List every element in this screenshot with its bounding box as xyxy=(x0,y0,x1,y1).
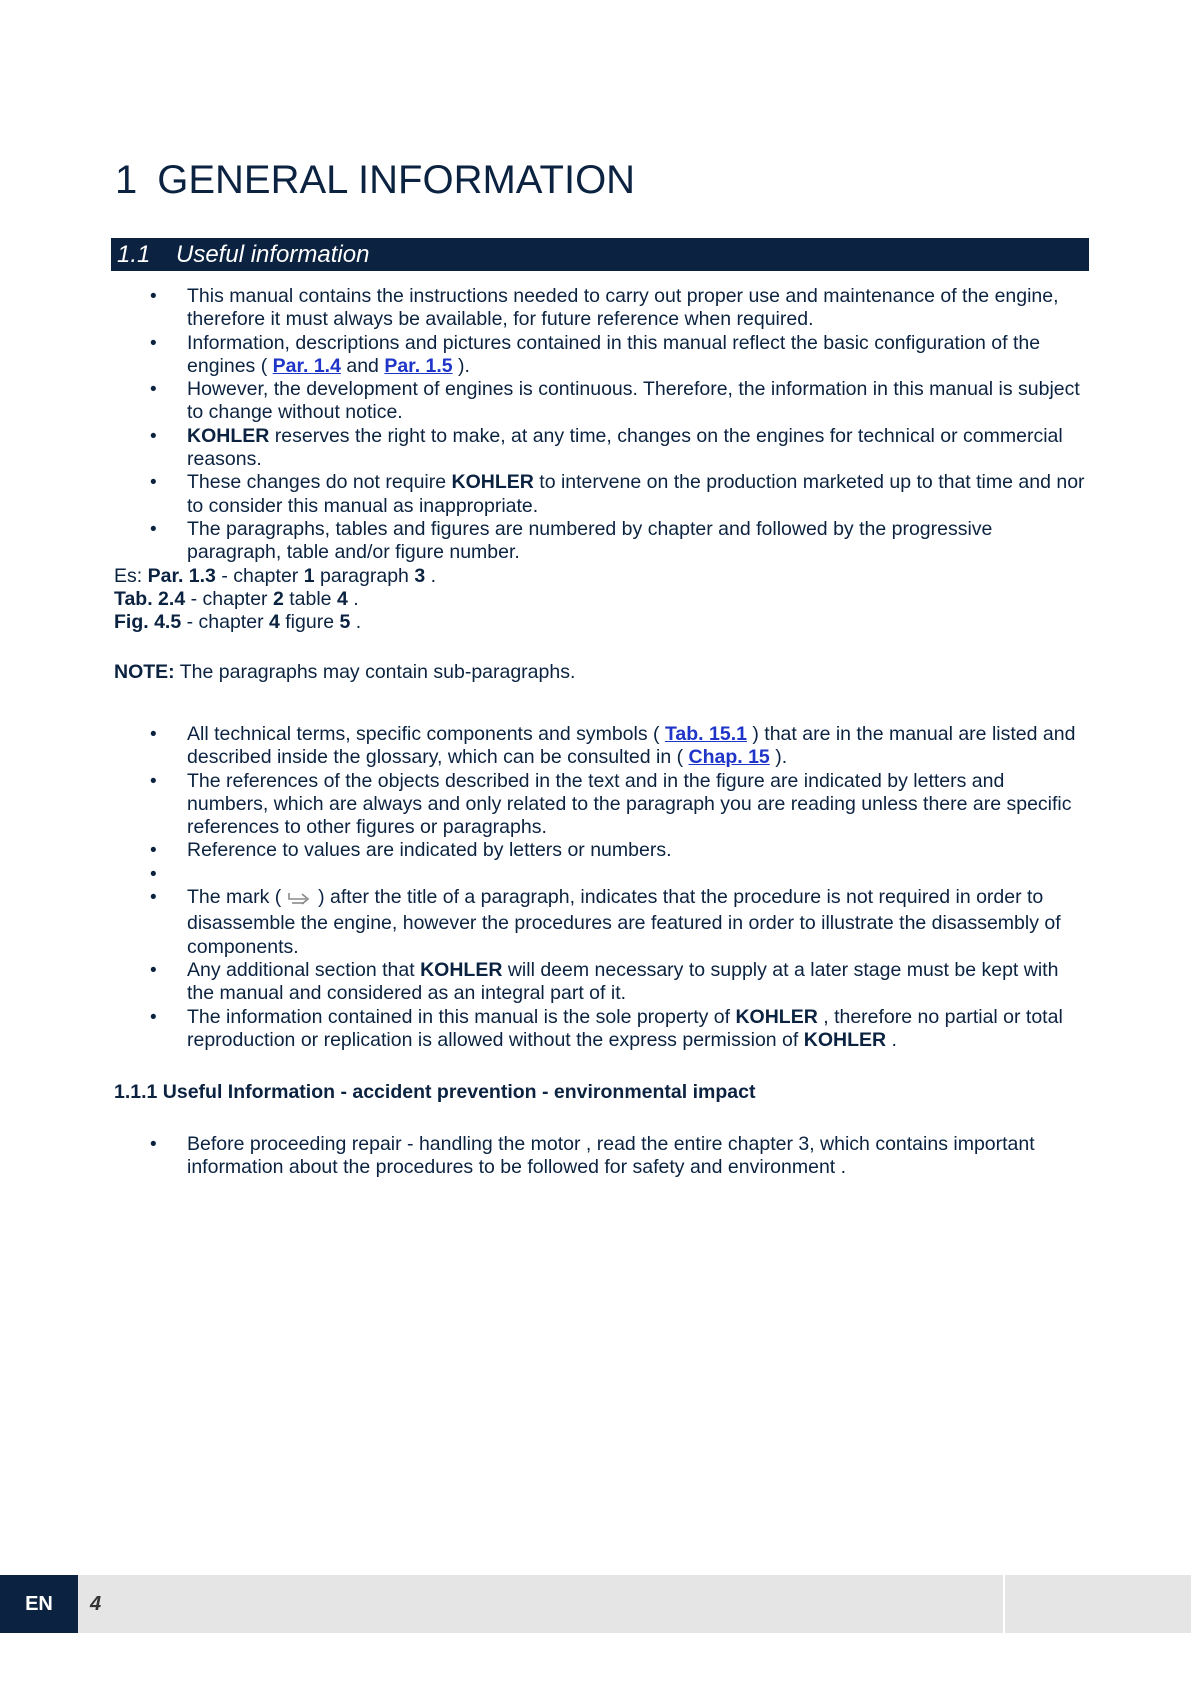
intro-bullet-list xyxy=(114,285,1089,565)
example-text: - chapter xyxy=(185,587,273,610)
list-item xyxy=(114,723,1089,770)
example-text: . xyxy=(347,587,359,610)
link-par-1-4[interactable]: Par. 1.4 xyxy=(272,354,341,377)
section-number: 1.1 xyxy=(117,241,151,268)
example-number: 4 xyxy=(336,587,348,610)
list-item xyxy=(114,959,1089,1006)
list-item xyxy=(114,886,1089,959)
list-item-text: However, the development of engines is continuous. Therefore, the information in this manual is subject to change without notice. xyxy=(187,378,1080,424)
example-prefix: Es: xyxy=(114,564,148,587)
list-item-text: The mark ( xyxy=(187,886,287,909)
chapter-title-text: GENERAL INFORMATION xyxy=(157,158,636,202)
note-text: The paragraphs may contain sub-paragraphs. xyxy=(174,661,576,684)
example-text: - chapter xyxy=(181,611,269,634)
example-text: . xyxy=(350,611,362,634)
list-item xyxy=(114,770,1089,840)
link-tab-15-1[interactable]: Tab. 15.1 xyxy=(664,723,747,745)
list-item xyxy=(114,378,1089,425)
example-text: paragraph xyxy=(314,564,415,587)
example-number: 4 xyxy=(268,611,280,634)
list-item-text: ) after the title of a paragraph, indicates that the procedure is not required in order to disassemble the engine, however the procedures are featured in order to illustrate the disassembly of components. xyxy=(187,886,1061,958)
chapter-title xyxy=(115,158,635,203)
chapter-number: 1 xyxy=(115,158,138,202)
conventions-bullet-list xyxy=(114,723,1089,1052)
brand-name: KOHLER xyxy=(735,1005,818,1028)
list-item xyxy=(114,332,1089,379)
link-par-1-5[interactable]: Par. 1.5 xyxy=(384,354,453,377)
list-item-text: All technical terms, specific components and symbols ( xyxy=(187,723,665,745)
section-title: Useful information xyxy=(176,241,370,268)
page-number: 4 xyxy=(90,1593,102,1615)
list-item-text: The paragraphs, tables and figures are numbered by chapter and followed by the progressive paragraph, table and/or figure number. xyxy=(187,517,993,564)
list-item-text: and xyxy=(340,354,385,377)
example-line-table xyxy=(114,588,1089,611)
example-line-paragraph xyxy=(114,565,1089,588)
list-item xyxy=(114,1006,1089,1053)
example-number: 3 xyxy=(414,564,426,587)
skip-arrow-icon xyxy=(287,889,313,912)
list-item-text: to intervene on the production marketed up to that time and nor to consider this manual as inappropriate. xyxy=(187,471,1085,517)
brand-name: KOHLER xyxy=(803,1028,887,1051)
list-item xyxy=(114,285,1089,332)
list-item-text: Any additional section that xyxy=(187,958,421,981)
list-item-text: This manual contains the instructions needed to carry out proper use and maintenance of the engine, therefore it must always be available, for future reference when required. xyxy=(187,285,1059,331)
list-item-empty xyxy=(114,863,1089,886)
example-text: . xyxy=(425,564,437,587)
safety-block xyxy=(114,1133,1089,1180)
list-item-text: Reference to values are indicated by letters or numbers. xyxy=(187,839,672,862)
example-ref: Fig. 4.5 xyxy=(114,611,182,634)
safety-bullet-list xyxy=(114,1133,1089,1180)
list-item xyxy=(114,471,1089,518)
note xyxy=(114,661,1089,684)
language-tag: EN xyxy=(0,1575,78,1633)
conventions-block xyxy=(114,723,1089,1052)
link-chap-15[interactable]: Chap. 15 xyxy=(688,746,770,769)
subsection-block xyxy=(114,1081,1089,1104)
intro-block xyxy=(114,285,1089,685)
example-text: - chapter xyxy=(215,564,304,587)
brand-name: KOHLER xyxy=(187,424,270,447)
example-number: 5 xyxy=(339,611,351,634)
list-item-text: . xyxy=(886,1028,897,1051)
subsection-title: 1.1.1 Useful Information - accident prevention - environmental impact xyxy=(114,1081,756,1103)
brand-name: KOHLER xyxy=(451,471,534,494)
example-text: figure xyxy=(279,611,340,634)
list-item-text: , therefore no partial or total reproduction or replication is allowed without the express permission of xyxy=(187,1005,1063,1051)
page-footer xyxy=(0,1575,1191,1633)
list-item xyxy=(114,518,1089,565)
section-header-bar xyxy=(111,238,1089,271)
list-item-text: Before proceeding repair - handling the motor , read the entire chapter 3, which contains important information about the procedures to be followed for safety and environment . xyxy=(187,1133,1035,1179)
example-text: table xyxy=(283,587,337,610)
brand-name: KOHLER xyxy=(420,958,503,981)
list-item-text: Information, descriptions and pictures contained in this manual reflect the basic configuration of the engines ( xyxy=(187,331,1041,377)
list-item-text: ). xyxy=(769,746,788,769)
example-ref: Par. 1.3 xyxy=(147,564,216,587)
list-item-text: The references of the objects described in the text and in the figure are indicated by letters and numbers, which are always and only related to the paragraph you are reading unless there are specific references to other figures or paragraphs. xyxy=(187,769,1072,839)
note-label: NOTE: xyxy=(114,661,175,684)
list-item-text: will deem necessary to supply at a later stage must be kept with the manual and considered as an integral part of it. xyxy=(187,958,1059,1005)
example-number: 1 xyxy=(303,564,315,587)
list-item-text: The information contained in this manual is the sole property of xyxy=(187,1005,736,1028)
example-ref: Tab. 2.4 xyxy=(114,587,186,610)
list-item xyxy=(114,425,1089,472)
footer-divider xyxy=(1003,1575,1005,1633)
list-item-text: ) that are in the manual are listed and described inside the glossary, which can be consulted in ( xyxy=(187,723,1076,769)
list-item-text: ). xyxy=(452,354,470,377)
list-item-text: reserves the right to make, at any time, changes on the engines for technical or commercial reasons. xyxy=(187,424,1063,471)
example-line-figure xyxy=(114,611,1089,634)
list-item xyxy=(114,839,1089,862)
example-number: 2 xyxy=(272,587,284,610)
list-item xyxy=(114,1133,1089,1180)
list-item-text: These changes do not require xyxy=(187,471,452,494)
